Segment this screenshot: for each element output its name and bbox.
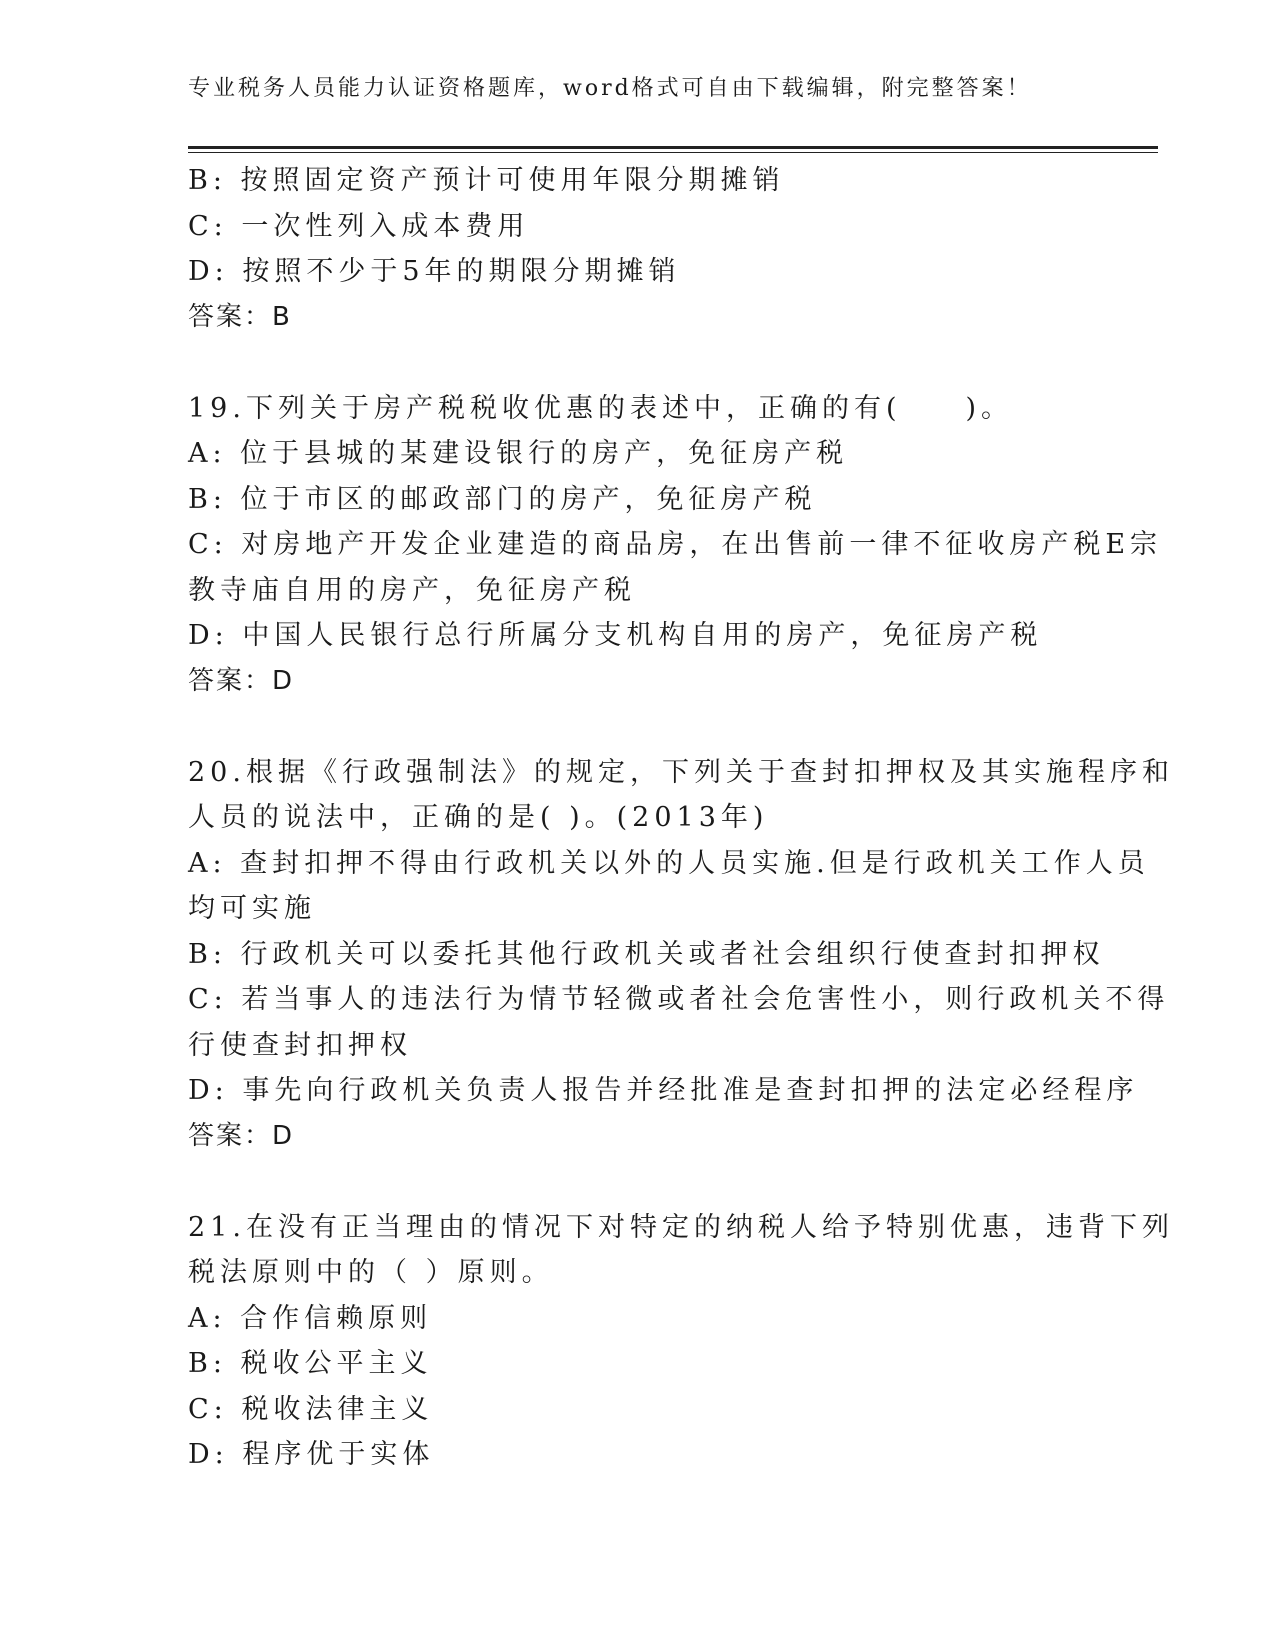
answer: 答案：D (188, 665, 295, 696)
header-rule (188, 146, 1158, 149)
option-b: B: 位于市区的邮政部门的房产，免征房产税 (188, 483, 817, 515)
question-18-tail (188, 158, 1088, 340)
question-20 (188, 750, 1174, 1160)
option-b: B: 按照固定资产预计可使用年限分期摊销 (188, 165, 785, 196)
option-a: A: 位于县城的某建设银行的房产，免征房产税 (188, 438, 849, 469)
option-d: D: 事先向行政机关负责人报告并经批准是查封扣押的法定必经程序 (188, 1075, 1139, 1106)
option-b: B: 税收公平主义 (188, 1348, 433, 1379)
question-stem-continued: 人员的说法中，正确的是( )。(2013年) (188, 802, 769, 833)
page-header: 专业税务人员能力认证资格题库，word格式可自由下载编辑，附完整答案！ (188, 76, 1032, 101)
question-stem: 19.下列关于房产税税收优惠的表述中，正确的有( )。 (188, 392, 1014, 424)
option-a: A: 查封扣押不得由行政机关以外的人员实施.但是行政机关工作人员 (188, 847, 1150, 879)
option-b: B: 行政机关可以委托其他行政机关或者社会组织行使查封扣押权 (188, 938, 1105, 970)
option-a: A: 合作信赖原则 (188, 1302, 433, 1334)
option-c-continued: 行使查封扣押权 (188, 1029, 412, 1061)
question-21 (188, 1205, 1174, 1478)
option-d: D: 程序优于实体 (188, 1439, 435, 1470)
document-body (188, 158, 1174, 1478)
option-a-continued: 均可实施 (188, 893, 316, 924)
option-d: D: 按照不少于5年的期限分期摊销 (188, 256, 681, 287)
option-c: C: 若当事人的违法行为情节轻微或者社会危害性小，则行政机关不得 (188, 984, 1170, 1015)
option-c: C: 税收法律主义 (188, 1393, 434, 1425)
header-rule-thin (188, 152, 1158, 153)
question-19 (188, 386, 1163, 705)
option-c: C: 一次性列入成本费用 (188, 210, 530, 242)
option-c: C: 对房地产开发企业建造的商品房，在出售前一律不征收房产税E宗 (188, 529, 1163, 560)
answer: 答案：D (188, 1120, 295, 1151)
question-stem: 21.在没有正当理由的情况下对特定的纳税人给予特别优惠，违背下列 (188, 1211, 1174, 1243)
option-d: D: 中国人民银行总行所属分支机构自用的房产，免征房产税 (188, 620, 1043, 651)
answer: 答案：B (188, 301, 292, 332)
question-stem-continued: 税法原则中的（ ）原则。 (188, 1257, 554, 1288)
question-stem: 20.根据《行政强制法》的规定，下列关于查封扣押权及其实施程序和 (188, 756, 1174, 788)
option-c-continued: 教寺庙自用的房产，免征房产税 (188, 574, 636, 606)
